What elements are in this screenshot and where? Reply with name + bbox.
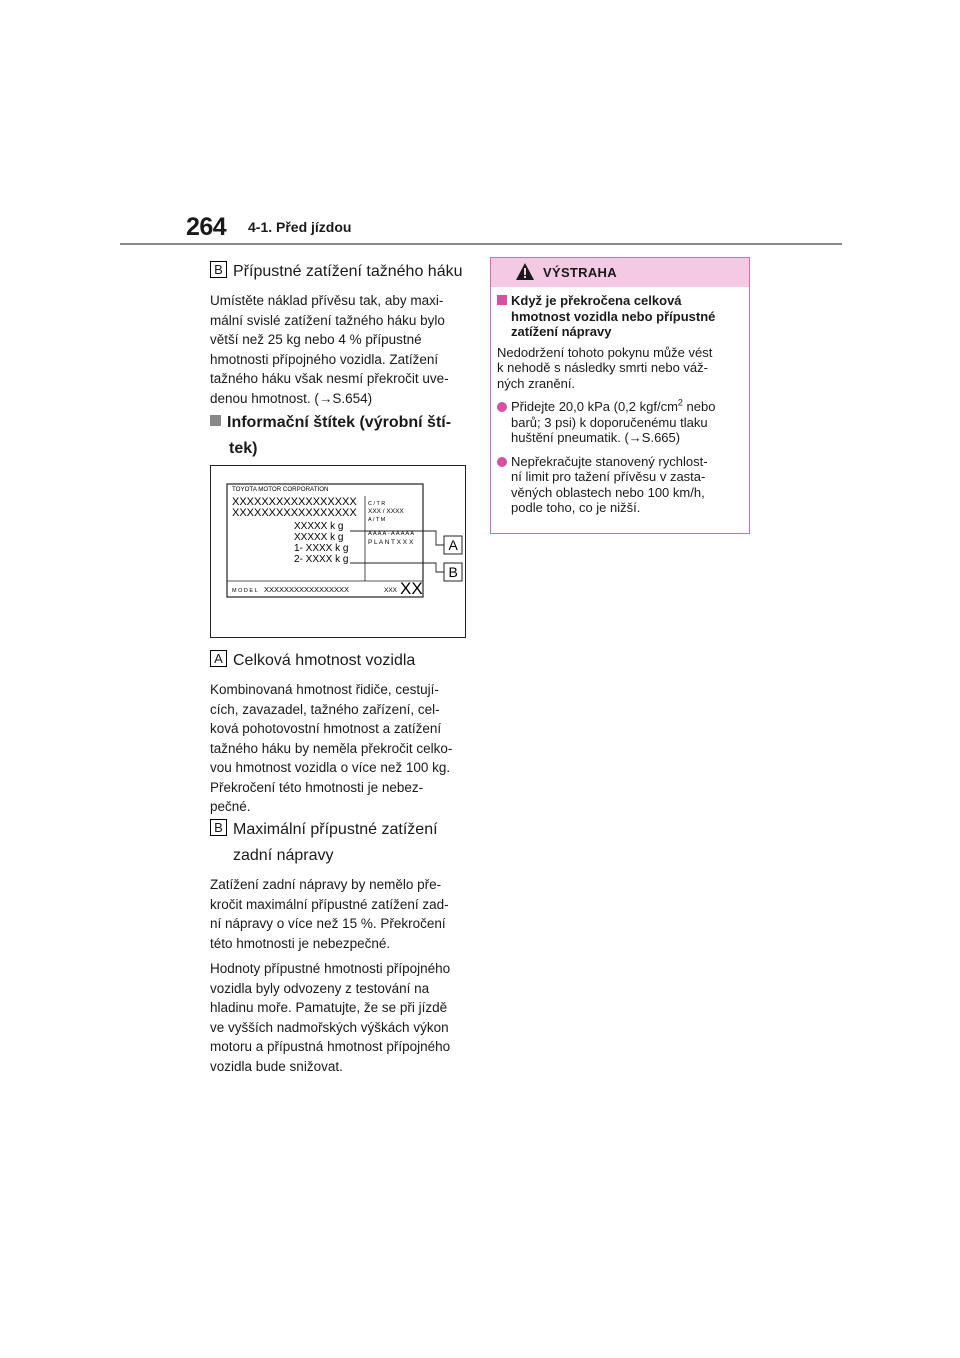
altitude-note-text: Hodnoty přípustné hmotnosti přípojného vozidla byly odvozeny z testování na hladinu moře. Pamatujte, že se při jízdě ve vyšších nadmořských výškách výkon motoru a přípustná hmotnost přípojného vozidla bude snižovat. (210, 961, 451, 1074)
label-model: M O D E L (231, 587, 258, 594)
label-row1: XXXXXXXXXXXXXXXXX (231, 495, 357, 508)
warning-heading: Když je překročena celková hmotnost vozidla nebo přípustné zatížení nápravy (497, 293, 743, 340)
section-title: 4-1. Před jízdou (248, 219, 352, 235)
gross-weight-heading: A Celková hmotnost vozidla (210, 648, 472, 674)
label-maker: TOYOTA MOTOR CORPORATION (231, 485, 328, 493)
label-row2: XXXXXXXXXXXXXXXXX (231, 506, 357, 519)
label-model-value: XXXXXXXXXXXXXXXXX (263, 584, 349, 594)
warning-header (491, 258, 749, 287)
warning-bullet-speed-limit: Nepřekračujte stanovený rychlost- ní limit pro tažení přívěsu v zasta- věných oblastech nebo 100 km/h, podle toho, co je nižší. (497, 454, 743, 516)
label-illustration (210, 465, 466, 638)
label-ctr-value: XXX / XXXX (367, 507, 404, 515)
towbar-load-heading: B Přípustné zatížení tažného háku (210, 259, 472, 285)
callout-tag-b: B (210, 261, 227, 278)
gross-weight-section (210, 648, 472, 817)
bullet-dot-icon (497, 457, 507, 467)
rear-axle-section (210, 817, 472, 1076)
callout-a: A (448, 536, 458, 553)
pink-square-icon (497, 295, 507, 305)
gross-weight-text: Kombinovaná hmotnost řidiče, cestují- cích, zavazadel, tažného zařízení, cel- ková pohotovostní hmotnost a zatížení tažného háku by neměla překročit celko- vou hmotnost vozidla o více než 100 kg. Překročení této hmotnosti je nebez- pečné. (210, 682, 453, 814)
rear-axle-text: Zatížení zadní nápravy by nemělo pře- kročit maximální přípustné zatížení zad- ní nápravy o více než 15 %. Překročení této hmotnosti je nebezpečné. (210, 877, 449, 951)
label-ctr: C / T R (367, 500, 385, 507)
label-weight-2: XXXXX k g (293, 531, 343, 543)
warning-box (490, 257, 750, 534)
callout-tag-a: A (210, 650, 227, 667)
label-plant: P L A N T X X X (367, 538, 413, 546)
page-number: 264 (186, 213, 227, 241)
warning-text: Nedodržení tohoto pokynu může vést k nehodě s následky smrti nebo váž- ných zranění. (497, 344, 713, 391)
label-atm: A / T M (367, 516, 385, 523)
label-xxx: XXX (383, 586, 397, 594)
towbar-load-text: Umístěte náklad přívěsu tak, aby maxi- mální svislé zatížení tažného háku bylo větší než 25 kg nebo 4 % přípustné hmotnosti přípojného vozidla. Zatížení tažného háku však nesmí překročit uve- denou hmotnost. (→S.654) (210, 293, 449, 406)
info-label-section (210, 410, 472, 462)
warning-triangle-icon (515, 262, 535, 281)
bullet-dot-icon (497, 402, 507, 412)
towbar-load-section (210, 259, 472, 408)
manufacturer-label-figure (210, 465, 466, 638)
label-codes: A A A A - A A A A A (367, 530, 414, 537)
label-weight-3: 1- XXXX k g (293, 542, 348, 554)
callout-b: B (448, 563, 458, 580)
rear-axle-heading: B Maximální přípustné zatížení zadní nápravy (210, 817, 472, 869)
header-divider (120, 243, 842, 245)
info-label-heading: Informační štítek (výrobní ští- tek) (210, 410, 472, 462)
gray-square-icon (210, 415, 221, 426)
label-weight-1: XXXXX k g (293, 520, 343, 532)
callout-tag-b-2: B (210, 819, 227, 836)
label-weight-4: 2- XXXX k g (293, 553, 348, 565)
warning-bullet-tire-pressure: Přidejte 20,0 kPa (0,2 kgf/$cm^2$ nebo barů; 3 psi) k doporučenému tlaku huštění pneumatik. (→S.665) (497, 399, 743, 446)
warning-title: VÝSTRAHA (543, 265, 617, 280)
label-big-xx: XX (399, 578, 423, 598)
